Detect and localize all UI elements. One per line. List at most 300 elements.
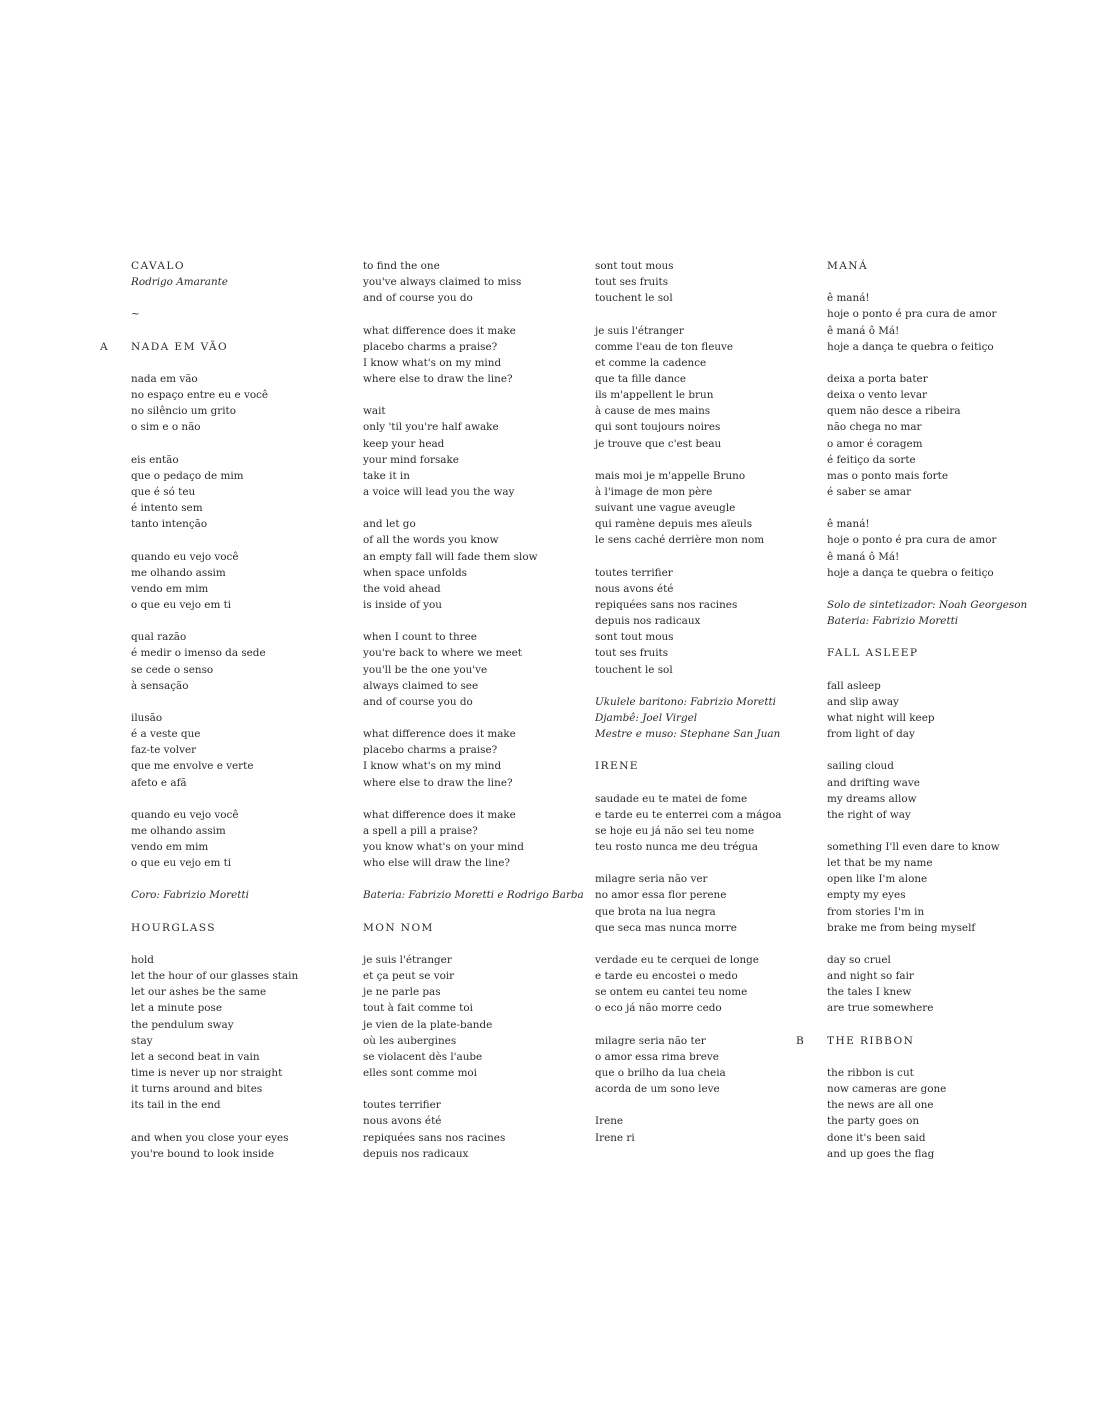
- credit-line: [131, 887, 346, 903]
- stanza-gap: [131, 355, 346, 371]
- stanza-gap: [131, 904, 346, 920]
- line-text: ê maná ô Má!: [827, 550, 900, 563]
- line-text: e tarde eu encostei o medo: [595, 970, 738, 983]
- lyric-line: [595, 516, 810, 532]
- line-text: something I'll even dare to know: [827, 841, 1000, 854]
- stanza-gap: [363, 936, 578, 952]
- line-text: let the hour of our glasses stain: [131, 970, 299, 983]
- lyric-line: [131, 645, 346, 661]
- line-text: se cede o senso: [131, 663, 214, 676]
- lyric-line: [827, 984, 1042, 1000]
- line-text: se ontem eu cantei teu nome: [595, 986, 748, 999]
- line-text: from light of day: [827, 728, 915, 741]
- line-text: que o brilho da lua cheia: [595, 1067, 726, 1080]
- lyric-line: [363, 645, 578, 661]
- lyric-line: [595, 500, 810, 516]
- line-text: hoje o ponto é pra cura de amor: [827, 308, 997, 321]
- stanza-gap: [827, 355, 1042, 371]
- lyric-line: [595, 436, 810, 452]
- line-text: you're bound to look inside: [131, 1147, 274, 1160]
- line-text: what difference does it make: [363, 808, 516, 821]
- credit-line: [363, 887, 584, 903]
- line-text: é intento sem: [131, 502, 203, 515]
- stanza-gap: [827, 1049, 1042, 1065]
- line-text: what night will keep: [827, 711, 935, 724]
- song-title-text: MANÁ: [827, 260, 869, 272]
- line-text: empty my eyes: [827, 889, 906, 902]
- lyric-line: [827, 1081, 1042, 1097]
- lyric-line: [595, 968, 810, 984]
- stanza-gap: [595, 549, 810, 565]
- line-text: o sim e o não: [131, 421, 201, 434]
- stanza-gap: [131, 290, 346, 306]
- lyric-line: [827, 1097, 1042, 1113]
- line-text: verdade eu te cerquei de longe: [595, 954, 759, 967]
- line-text: nada em vão: [131, 372, 198, 385]
- lyric-line: [827, 452, 1042, 468]
- lyric-line: [363, 758, 578, 774]
- song-title-text: FALL ASLEEP: [827, 647, 919, 660]
- lyric-line: [595, 581, 810, 597]
- lyric-line: [827, 758, 1042, 774]
- line-text: done it's been said: [827, 1131, 926, 1144]
- lyric-line: [363, 823, 578, 839]
- lyric-line: [827, 694, 1042, 710]
- lyric-line: [363, 290, 578, 306]
- lyric-line: [595, 468, 810, 484]
- lyric-line: [595, 1033, 810, 1049]
- line-text: saudade eu te matei de fome: [595, 792, 748, 805]
- line-text: Irene ri: [595, 1131, 635, 1144]
- line-text: que é só teu: [131, 485, 196, 498]
- line-text: e tarde eu te enterrei com a mágoa: [595, 808, 782, 821]
- line-text: suivant une vague aveugle: [595, 502, 736, 515]
- lyric-line: [363, 678, 578, 694]
- line-text: Coro: Fabrizio Moretti: [131, 889, 249, 902]
- lyric-line: [131, 1033, 346, 1049]
- line-text: je trouve que c'est beau: [595, 437, 722, 450]
- lyric-line: [363, 742, 578, 758]
- lyric-line: [363, 258, 578, 274]
- line-text: my dreams allow: [827, 792, 917, 805]
- lyric-line: [363, 984, 578, 1000]
- line-text: Bateria: Fabrizio Moretti e Rodrigo Barba: [363, 889, 584, 902]
- line-text: ils m'appellent le brun: [595, 389, 714, 402]
- lyric-line: [363, 323, 578, 339]
- lyric-line: [131, 452, 346, 468]
- lyric-line: [131, 807, 346, 823]
- lyric-line: [131, 516, 346, 532]
- lyric-line: [827, 484, 1042, 500]
- lyric-line: [595, 823, 810, 839]
- lyric-line: [595, 1081, 810, 1097]
- line-text: je suis l'étranger: [363, 954, 452, 967]
- line-text: qui ramène depuis mes aïeuls: [595, 518, 753, 531]
- lyric-line: [131, 984, 346, 1000]
- lyric-line: [131, 839, 346, 855]
- lyric-line: [363, 1113, 578, 1129]
- line-text: Irene: [595, 1115, 624, 1128]
- line-text: teu rosto nunca me deu trégua: [595, 841, 758, 854]
- line-text: placebo charms a praise?: [363, 744, 498, 757]
- line-text: à cause de mes mains: [595, 405, 711, 418]
- line-text: let our ashes be the same: [131, 986, 267, 999]
- line-text: is inside of you: [363, 598, 442, 611]
- line-text: you know what's on your mind: [363, 841, 524, 854]
- lyric-line: [131, 855, 346, 871]
- line-text: à l'image de mon père: [595, 485, 713, 498]
- line-text: of all the words you know: [363, 534, 499, 547]
- lyric-line: [595, 662, 810, 678]
- line-text: no silêncio um grito: [131, 405, 236, 418]
- stanza-gap: [131, 791, 346, 807]
- line-text: repiquées sans nos racines: [363, 1131, 506, 1144]
- line-text: ê maná!: [827, 518, 870, 531]
- line-text: Ukulele baritono: Fabrizio Moretti: [595, 695, 776, 708]
- lyric-line: [595, 274, 810, 290]
- lyric-line: [363, 694, 578, 710]
- line-text: que brota na lua negra: [595, 905, 716, 918]
- line-text: não chega no mar: [827, 421, 922, 434]
- lyric-line: [595, 1049, 810, 1065]
- line-text: tanto intenção: [131, 518, 208, 531]
- lyric-line: [595, 339, 810, 355]
- lyric-line: [595, 484, 810, 500]
- line-text: que me envolve e verte: [131, 760, 254, 773]
- lyric-line: [363, 1097, 578, 1113]
- lyric-line: [595, 613, 810, 629]
- lyric-line: [363, 419, 578, 435]
- line-text: Rodrigo Amarante: [131, 276, 228, 289]
- line-text: no espaço entre eu e você: [131, 389, 269, 402]
- line-text: hoje a dança te quebra o feitiço: [827, 566, 994, 579]
- lyric-line: [131, 629, 346, 645]
- lyric-line: [827, 839, 1042, 855]
- line-text: hoje a dança te quebra o feitiço: [827, 340, 994, 353]
- line-text: que o pedaço de mim: [131, 469, 244, 482]
- line-text: take it in: [363, 469, 410, 482]
- line-text: I know what's on my mind: [363, 356, 502, 369]
- stanza-gap: [827, 936, 1042, 952]
- line-text: depuis nos radicaux: [363, 1147, 469, 1160]
- lyric-line: [131, 403, 346, 419]
- lyric-line: [827, 516, 1042, 532]
- stanza-gap: [363, 871, 578, 887]
- lyric-line: [363, 1130, 578, 1146]
- line-text: deixa o vento levar: [827, 389, 927, 402]
- stanza-gap: [595, 678, 810, 694]
- lyric-line: [595, 839, 810, 855]
- line-text: elles sont comme moi: [363, 1067, 478, 1080]
- lyric-line: [131, 1081, 346, 1097]
- lyric-line: [595, 403, 810, 419]
- stanza-gap: [363, 500, 578, 516]
- lyric-line: [131, 468, 346, 484]
- line-text: quando eu vejo você: [131, 808, 239, 821]
- song-title: [131, 920, 346, 936]
- lyric-line: [827, 952, 1042, 968]
- lyric-line: [131, 1065, 346, 1081]
- stanza-gap: [595, 936, 810, 952]
- stanza-gap: [595, 452, 810, 468]
- line-text: placebo charms a praise?: [363, 340, 498, 353]
- lyric-line: [363, 484, 578, 500]
- line-text: mas o ponto mais forte: [827, 469, 948, 482]
- line-text: tout ses fruits: [595, 276, 669, 289]
- line-text: keep your head: [363, 437, 445, 450]
- line-text: à sensação: [131, 679, 189, 692]
- song-title: [363, 920, 578, 936]
- lyric-line: [363, 274, 578, 290]
- line-text: quando eu vejo você: [131, 550, 239, 563]
- lyric-line: [827, 323, 1042, 339]
- line-text: touchent le sol: [595, 292, 673, 305]
- song-title-text: THE RIBBON: [827, 1034, 915, 1047]
- lyrics-column-4: [796, 258, 1042, 1162]
- lyrics-column-1: [100, 258, 346, 1162]
- lyric-line: [595, 258, 810, 274]
- lyric-line: [131, 1000, 346, 1016]
- song-title: [827, 645, 1042, 661]
- song-title: [100, 339, 346, 355]
- line-text: milagre seria não ver: [595, 873, 708, 886]
- lyric-line: [827, 968, 1042, 984]
- lyric-line: [595, 629, 810, 645]
- lyric-line: [363, 355, 578, 371]
- lyric-line: [827, 565, 1042, 581]
- lyric-line: [363, 436, 578, 452]
- lyric-line: [363, 662, 578, 678]
- credit-line: [131, 274, 346, 290]
- line-text: ê maná ô Má!: [827, 324, 900, 337]
- stanza-gap: [827, 662, 1042, 678]
- line-text: brake me from being myself: [827, 921, 976, 934]
- line-text: who else will draw the line?: [363, 857, 510, 870]
- lyric-line: [363, 468, 578, 484]
- lyric-line: [131, 1146, 346, 1162]
- line-text: o que eu vejo em ti: [131, 598, 232, 611]
- line-text: sailing cloud: [827, 760, 894, 773]
- lyric-line: [827, 532, 1042, 548]
- line-text: and night so fair: [827, 970, 914, 983]
- stanza-gap: [827, 274, 1042, 290]
- lyric-line: [827, 371, 1042, 387]
- lyric-line: [827, 468, 1042, 484]
- lyric-line: [363, 371, 578, 387]
- lyric-line: [131, 484, 346, 500]
- line-text: vendo em mim: [131, 582, 209, 595]
- line-text: tout à fait comme toi: [363, 1002, 473, 1015]
- line-text: acorda de um sono leve: [595, 1083, 720, 1096]
- song-title-text: IRENE: [595, 760, 639, 773]
- lyric-line: [131, 419, 346, 435]
- lyric-line: [827, 871, 1042, 887]
- stanza-gap: [363, 710, 578, 726]
- line-text: the right of way: [827, 808, 911, 821]
- lyric-line: [595, 871, 810, 887]
- line-text: o eco já não morre cedo: [595, 1002, 722, 1015]
- credit-line: [827, 613, 1042, 629]
- lyric-line: [131, 387, 346, 403]
- line-text: no amor essa flor perene: [595, 889, 727, 902]
- line-text: the party goes on: [827, 1115, 920, 1128]
- line-text: qual razão: [131, 631, 187, 644]
- line-text: Djambê: Joel Virgel: [595, 711, 698, 724]
- lyric-line: [363, 1146, 578, 1162]
- song-title: [131, 258, 346, 274]
- song-title: [796, 1033, 1042, 1049]
- lyric-line: [363, 516, 578, 532]
- line-text: and slip away: [827, 695, 899, 708]
- lyric-line: [131, 500, 346, 516]
- line-text: you've always claimed to miss: [363, 276, 522, 289]
- lyric-line: [131, 952, 346, 968]
- credit-line: [595, 710, 810, 726]
- line-text: what difference does it make: [363, 324, 516, 337]
- lyric-line: [827, 1113, 1042, 1129]
- lyric-line: [827, 887, 1042, 903]
- line-text: où les aubergines: [363, 1034, 457, 1047]
- line-text: eis então: [131, 453, 179, 466]
- line-text: wait: [363, 405, 386, 418]
- stanza-gap: [827, 581, 1042, 597]
- lyric-line: [827, 920, 1042, 936]
- line-text: é saber se amar: [827, 485, 912, 498]
- lyric-line: [363, 726, 578, 742]
- line-text: and when you close your eyes: [131, 1131, 289, 1144]
- line-text: now cameras are gone: [827, 1083, 947, 1096]
- line-text: your mind forsake: [363, 453, 459, 466]
- stanza-gap: [131, 532, 346, 548]
- lyric-line: [131, 1097, 346, 1113]
- line-text: let a minute pose: [131, 1002, 223, 1015]
- line-text: ~: [131, 308, 140, 321]
- line-text: se violacent dès l'aube: [363, 1050, 483, 1063]
- line-text: sont tout mous: [595, 260, 674, 272]
- line-text: que seca mas nunca morre: [595, 921, 737, 934]
- lyric-line: [827, 904, 1042, 920]
- side-marker: A: [100, 340, 109, 353]
- line-text: ê maná!: [827, 292, 870, 305]
- stanza-gap: [595, 855, 810, 871]
- line-text: toutes terrifier: [363, 1099, 441, 1112]
- lyric-line: [131, 581, 346, 597]
- stanza-gap: [595, 306, 810, 322]
- lyric-line: [363, 775, 578, 791]
- line-text: the news are all one: [827, 1099, 934, 1112]
- lyric-line: [827, 1000, 1042, 1016]
- line-text: I know what's on my mind: [363, 760, 502, 773]
- lyric-line: [827, 403, 1042, 419]
- lyric-line: [827, 1146, 1042, 1162]
- line-text: and up goes the flag: [827, 1147, 935, 1160]
- line-text: stay: [131, 1034, 153, 1047]
- line-text: you're back to where we meet: [363, 647, 522, 660]
- stanza-gap: [595, 742, 810, 758]
- line-text: only 'til you're half awake: [363, 421, 499, 434]
- line-text: me olhando assim: [131, 824, 226, 837]
- line-text: mais moi je m'appelle Bruno: [595, 469, 746, 482]
- line-text: and of course you do: [363, 695, 473, 708]
- lyrics-column-2: [363, 258, 584, 1162]
- stanza-gap: [827, 1017, 1042, 1033]
- song-title-text: MON NOM: [363, 921, 434, 934]
- line-text: always claimed to see: [363, 679, 479, 692]
- lyric-line: [595, 419, 810, 435]
- line-text: the tales I knew: [827, 986, 912, 999]
- song-title: [595, 758, 810, 774]
- stanza-gap: [131, 694, 346, 710]
- lyric-line: [595, 597, 810, 613]
- lyric-line: [131, 823, 346, 839]
- lyric-line: [595, 887, 810, 903]
- lyric-line: [363, 452, 578, 468]
- lyric-line: [827, 436, 1042, 452]
- line-text: a spell a pill a praise?: [363, 824, 478, 837]
- song-title: [827, 258, 1042, 274]
- lyric-line: [363, 1000, 578, 1016]
- lyric-line: [827, 791, 1042, 807]
- line-text: time is never up nor straight: [131, 1067, 283, 1080]
- lyric-line: [827, 306, 1042, 322]
- line-text: nous avons été: [363, 1115, 442, 1128]
- lyric-line: [363, 1065, 578, 1081]
- lyric-line: [131, 758, 346, 774]
- lyric-line: [363, 1049, 578, 1065]
- lyric-line: [131, 371, 346, 387]
- lyric-line: [363, 581, 578, 597]
- line-text: fall asleep: [827, 679, 881, 692]
- stanza-gap: [827, 500, 1042, 516]
- line-text: the pendulum sway: [131, 1018, 234, 1031]
- stanza-gap: [595, 775, 810, 791]
- lyric-line: [595, 1130, 810, 1146]
- line-text: tout ses fruits: [595, 647, 669, 660]
- song-title-text: HOURGLASS: [131, 921, 216, 934]
- lyric-line: [595, 1000, 810, 1016]
- stanza-gap: [363, 613, 578, 629]
- lyric-line: [827, 1065, 1042, 1081]
- line-text: repiquées sans nos racines: [595, 598, 738, 611]
- lyric-line: [131, 968, 346, 984]
- stanza-gap: [363, 1081, 578, 1097]
- line-text: o amor é coragem: [827, 437, 923, 450]
- lyric-line: [131, 306, 346, 322]
- line-text: hold: [131, 954, 154, 967]
- lyric-line: [595, 1113, 810, 1129]
- lyric-line: [363, 629, 578, 645]
- line-text: open like I'm alone: [827, 873, 928, 886]
- line-text: vendo em mim: [131, 841, 209, 854]
- line-text: what difference does it make: [363, 728, 516, 741]
- lyric-line: [827, 710, 1042, 726]
- line-text: deixa a porta bater: [827, 372, 928, 385]
- line-text: je vien de la plate-bande: [363, 1018, 493, 1031]
- credit-line: [827, 597, 1042, 613]
- line-text: ilusão: [131, 711, 163, 724]
- line-text: le sens caché derrière mon nom: [595, 534, 765, 547]
- lyric-line: [131, 710, 346, 726]
- lyric-line: [827, 1130, 1042, 1146]
- lyric-line: [827, 387, 1042, 403]
- line-text: Mestre e muso: Stephane San Juan: [595, 728, 781, 741]
- lyric-line: [131, 775, 346, 791]
- lyric-line: [595, 791, 810, 807]
- stanza-gap: [363, 306, 578, 322]
- lyric-line: [595, 290, 810, 306]
- line-text: a voice will lead you the way: [363, 485, 515, 498]
- line-text: Solo de sintetizador: Noah Georgeson: [827, 598, 1028, 611]
